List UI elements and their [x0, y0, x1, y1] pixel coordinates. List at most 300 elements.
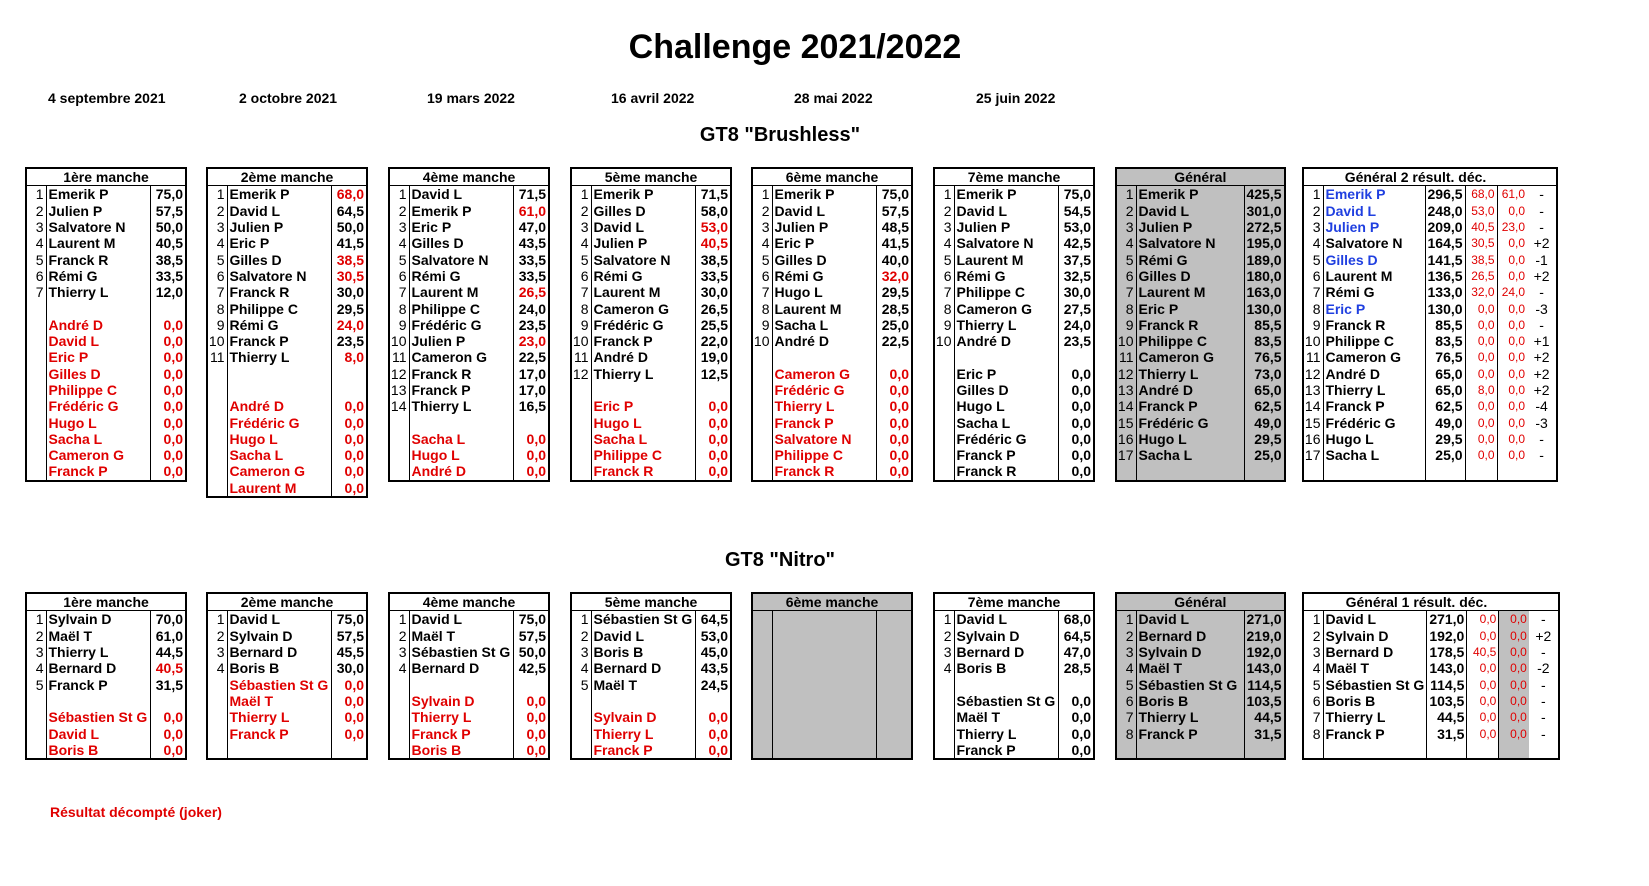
rank-cell: 13 [1303, 382, 1323, 398]
driver-name: Eric P [954, 366, 1058, 382]
driver-name: Sébastien St G [591, 611, 695, 628]
score-cell: 58,0 [695, 203, 731, 219]
score-cell: 65,0 [1244, 382, 1285, 398]
score-cell: 0,0 [150, 414, 186, 430]
driver-name: Sébastien St G [1323, 676, 1427, 692]
table-row [207, 480, 367, 497]
driver-name: Eric P [409, 219, 513, 235]
table-row [26, 366, 186, 382]
score-cell: 23,5 [331, 333, 367, 349]
dropped-result-2: 0,0 [1497, 447, 1527, 463]
table-header-title: 4ème manche [389, 168, 549, 186]
rank-change: - [1539, 316, 1544, 333]
score-cell: 0,0 [513, 709, 549, 725]
driver-name: Sylvain D [227, 628, 331, 644]
rank-cell [752, 611, 772, 628]
score-cell [876, 676, 912, 692]
rank-cell: 3 [389, 219, 409, 235]
rank-cell: 1 [571, 611, 591, 628]
score-cell: 73,0 [1244, 366, 1285, 382]
driver-name: David L [227, 203, 331, 219]
score-cell: 0,0 [150, 742, 186, 759]
score-cell: 0,0 [150, 366, 186, 382]
driver-name: Salvatore N [591, 251, 695, 267]
rank-change: - [1539, 447, 1544, 464]
driver-name: Bernard D [591, 660, 695, 676]
score-cell: 0,0 [695, 709, 731, 725]
score-cell: 0,0 [1058, 709, 1094, 725]
driver-name: Gilles D [591, 203, 695, 219]
driver-name: Laurent M [772, 300, 876, 316]
driver-name: Frédéric G [46, 398, 150, 414]
table-row [389, 268, 549, 284]
driver-name: Bernard D [46, 660, 150, 676]
driver-name [772, 742, 876, 759]
table-header [1116, 593, 1285, 611]
score-cell: 0,0 [150, 333, 186, 349]
driver-name [46, 693, 150, 709]
table-header [752, 593, 912, 611]
dropped-result-2: 0,0 [1499, 611, 1529, 628]
rank-cell: 2 [934, 628, 954, 644]
rank-cell: 7 [752, 284, 772, 300]
table-row [1303, 349, 1557, 365]
score-cell [695, 382, 731, 398]
score-cell: 0,0 [513, 742, 549, 759]
score-cell: 17,0 [513, 382, 549, 398]
score-cell: 44,5 [1244, 709, 1285, 725]
rank-cell [1116, 742, 1136, 759]
score-cell [1427, 742, 1467, 759]
score-cell: 0,0 [331, 463, 367, 479]
driver-name: Emerik P [1323, 186, 1425, 203]
score-cell: 26,5 [695, 300, 731, 316]
rank-cell: 12 [389, 366, 409, 382]
table-header [934, 168, 1094, 186]
score-cell: 83,5 [1425, 333, 1465, 349]
driver-name: Thierry L [409, 398, 513, 414]
rank-cell: 1 [934, 186, 954, 203]
rank-cell: 3 [934, 644, 954, 660]
score-cell: 38,5 [331, 251, 367, 267]
table-row [1303, 725, 1559, 741]
driver-name: Bernard D [1323, 644, 1427, 660]
score-cell: 28,5 [876, 300, 912, 316]
driver-name: Sacha L [954, 414, 1058, 430]
rank-cell: 3 [752, 219, 772, 235]
rank-change: - [1539, 284, 1544, 301]
driver-name: David L [1323, 611, 1427, 628]
driver-name: Emerik P [409, 203, 513, 219]
table-row [207, 644, 367, 660]
score-cell: 49,0 [1425, 414, 1465, 430]
rank-cell [207, 480, 227, 497]
table-row [26, 709, 186, 725]
score-cell: 44,5 [1427, 709, 1467, 725]
driver-name: Cameron G [227, 463, 331, 479]
driver-name: Maël T [954, 709, 1058, 725]
table-row [207, 725, 367, 741]
brushless-m6-table [751, 167, 913, 482]
score-cell: 0,0 [513, 431, 549, 447]
rank-cell [207, 463, 227, 479]
driver-name: Gilles D [1323, 251, 1425, 267]
rank-cell: 4 [571, 660, 591, 676]
score-cell: 47,0 [1058, 644, 1094, 660]
table-row [26, 235, 186, 251]
score-cell: 192,0 [1427, 628, 1467, 644]
rank-cell: 2 [571, 203, 591, 219]
driver-name: Frédéric G [954, 431, 1058, 447]
table-row [207, 414, 367, 430]
dropped-result-2: 0,0 [1499, 628, 1529, 644]
table-header [934, 593, 1094, 611]
driver-name: André D [954, 333, 1058, 349]
driver-name: Maël T [227, 693, 331, 709]
dropped-result-2: 0,0 [1497, 300, 1527, 316]
rank-cell: 5 [26, 251, 46, 267]
score-cell: 22,0 [695, 333, 731, 349]
dropped-result-1: 32,0 [1465, 284, 1497, 300]
driver-name: Julien P [591, 235, 695, 251]
table-row [26, 398, 186, 414]
rank-cell [752, 725, 772, 741]
table-row [207, 268, 367, 284]
rank-cell: 5 [1116, 676, 1136, 692]
rank-change: +2 [1533, 267, 1550, 284]
table-header [752, 168, 912, 186]
table-row [1116, 431, 1285, 447]
dropped-result-2: 0,0 [1499, 709, 1529, 725]
rank-cell: 6 [1116, 693, 1136, 709]
driver-name: André D [227, 398, 331, 414]
driver-name: Sacha L [46, 431, 150, 447]
table-row [752, 366, 912, 382]
rank-cell: 9 [571, 317, 591, 333]
rank-cell [752, 447, 772, 463]
driver-name: David L [1323, 203, 1425, 219]
table-row [207, 186, 367, 203]
table-header-title: 6ème manche [752, 593, 912, 611]
table-row [1303, 366, 1557, 382]
score-cell: 0,0 [695, 742, 731, 759]
rank-cell [571, 709, 591, 725]
driver-name: Hugo L [46, 414, 150, 430]
driver-name [954, 349, 1058, 365]
table-row [26, 219, 186, 235]
score-cell: 0,0 [150, 349, 186, 365]
score-cell: 65,0 [1425, 382, 1465, 398]
rank-cell [752, 382, 772, 398]
rank-cell: 3 [1116, 644, 1136, 660]
driver-name: Emerik P [227, 186, 331, 203]
score-cell: 62,5 [1244, 398, 1285, 414]
rank-cell: 2 [934, 203, 954, 219]
rank-cell [571, 725, 591, 741]
driver-name: Frédéric G [591, 317, 695, 333]
score-cell: 16,5 [513, 398, 549, 414]
score-cell: 40,5 [695, 235, 731, 251]
driver-name: Thierry L [409, 709, 513, 725]
rank-cell: 1 [207, 186, 227, 203]
score-cell: 0,0 [513, 725, 549, 741]
rank-cell: 5 [571, 251, 591, 267]
rank-cell [389, 463, 409, 480]
rank-cell: 9 [1303, 317, 1323, 333]
nitro-general2-table [1302, 592, 1560, 760]
score-cell: 0,0 [695, 447, 731, 463]
score-cell: 44,5 [150, 644, 186, 660]
driver-name: Cameron G [1323, 349, 1425, 365]
score-cell: 25,5 [695, 317, 731, 333]
table-row [389, 333, 549, 349]
driver-name: Thierry L [591, 725, 695, 741]
table-row [752, 186, 912, 203]
rank-cell: 4 [389, 660, 409, 676]
table-row [1116, 333, 1285, 349]
dropped-result-1: 0,0 [1467, 693, 1499, 709]
dropped-result-1: 0,0 [1465, 431, 1497, 447]
score-cell: 27,5 [1058, 300, 1094, 316]
score-cell: 30,5 [331, 268, 367, 284]
rank-cell: 9 [1116, 317, 1136, 333]
score-cell: 24,0 [331, 317, 367, 333]
score-cell: 8,0 [331, 349, 367, 365]
table-row [26, 414, 186, 430]
rank-cell: 9 [207, 317, 227, 333]
dropped-result-1: 0,0 [1467, 611, 1499, 628]
table-row [571, 251, 731, 267]
table-header [26, 168, 186, 186]
dropped-result-1: 0,0 [1465, 333, 1497, 349]
table-row [207, 447, 367, 463]
driver-name: Boris B [409, 742, 513, 759]
driver-name: Franck P [954, 742, 1058, 759]
dropped-result-2: 0,0 [1497, 203, 1527, 219]
table-row [752, 268, 912, 284]
table-row [26, 725, 186, 741]
score-cell: 50,0 [150, 219, 186, 235]
driver-name: Hugo L [772, 284, 876, 300]
table-row [1116, 317, 1285, 333]
rank-cell [752, 628, 772, 644]
rank-cell: 7 [1116, 709, 1136, 725]
table-row [571, 660, 731, 676]
rank-cell: 6 [389, 268, 409, 284]
score-cell: 61,0 [150, 628, 186, 644]
score-cell: 114,5 [1244, 676, 1285, 692]
driver-name: André D [46, 317, 150, 333]
score-cell: 23,0 [513, 333, 549, 349]
date-5: 28 mai 2022 [794, 90, 873, 106]
rank-cell: 3 [207, 219, 227, 235]
table-header-title: 7ème manche [934, 168, 1094, 186]
driver-name: Sébastien St G [1136, 676, 1244, 692]
rank-cell [752, 644, 772, 660]
driver-name: Laurent M [1136, 284, 1244, 300]
dropped-result-2: 0,0 [1499, 725, 1529, 741]
dropped-result-2: 0,0 [1497, 251, 1527, 267]
score-cell: 425,5 [1244, 186, 1285, 203]
dropped-result-1: 8,0 [1465, 382, 1497, 398]
driver-name: Bernard D [227, 644, 331, 660]
score-cell: 0,0 [331, 414, 367, 430]
rank-change: +2 [1533, 235, 1550, 252]
score-cell: 143,0 [1244, 660, 1285, 676]
driver-name: Franck P [46, 676, 150, 692]
score-cell: 0,0 [331, 725, 367, 741]
table-row [934, 725, 1094, 741]
table-row [571, 284, 731, 300]
score-cell: 50,0 [513, 644, 549, 660]
rank-cell [934, 742, 954, 759]
driver-name: Gilles D [1136, 268, 1244, 284]
score-cell [876, 628, 912, 644]
driver-name: Bernard D [1136, 628, 1244, 644]
dropped-result-2: 0,0 [1497, 235, 1527, 251]
score-cell: 61,0 [513, 203, 549, 219]
table-row [571, 742, 731, 759]
table-row [389, 742, 549, 759]
dropped-result-2 [1497, 463, 1527, 480]
driver-name [772, 644, 876, 660]
score-cell: 271,0 [1244, 611, 1285, 628]
table-row [26, 628, 186, 644]
score-cell: 30,0 [1058, 284, 1094, 300]
driver-name: André D [772, 333, 876, 349]
rank-change: +2 [1533, 349, 1550, 366]
rank-cell: 11 [1116, 349, 1136, 365]
score-cell: 17,0 [513, 366, 549, 382]
rank-change: - [1539, 430, 1544, 447]
rank-change: +2 [1533, 365, 1550, 382]
score-cell: 70,0 [150, 611, 186, 628]
rank-cell: 3 [1303, 219, 1323, 235]
table-row [26, 463, 186, 480]
driver-name: Hugo L [1136, 431, 1244, 447]
driver-name: David L [954, 203, 1058, 219]
nitro-m7-table [933, 592, 1095, 760]
score-cell: 271,0 [1427, 611, 1467, 628]
driver-name: David L [954, 611, 1058, 628]
score-cell [1058, 349, 1094, 365]
score-cell: 57,5 [331, 628, 367, 644]
driver-name: David L [591, 219, 695, 235]
rank-cell [207, 447, 227, 463]
driver-name: Thierry L [1323, 709, 1427, 725]
rank-cell: 4 [207, 660, 227, 676]
rank-cell: 1 [1116, 611, 1136, 628]
dropped-result-2: 0,0 [1499, 660, 1529, 676]
rank-cell: 4 [934, 660, 954, 676]
rank-cell [934, 463, 954, 480]
score-cell: 0,0 [1058, 414, 1094, 430]
rank-cell: 2 [1116, 203, 1136, 219]
driver-name: Hugo L [227, 431, 331, 447]
rank-cell: 4 [207, 235, 227, 251]
table-row [934, 268, 1094, 284]
score-cell: 0,0 [150, 431, 186, 447]
rank-cell: 7 [1303, 284, 1323, 300]
driver-name: Maël T [591, 676, 695, 692]
driver-name: Franck P [1136, 725, 1244, 741]
score-cell: 32,5 [1058, 268, 1094, 284]
table-row [934, 203, 1094, 219]
table-row [934, 251, 1094, 267]
table-row [1303, 742, 1559, 759]
rank-cell: 2 [207, 203, 227, 219]
table-row [207, 284, 367, 300]
rank-cell [1303, 463, 1323, 480]
driver-name: David L [591, 628, 695, 644]
rank-cell: 3 [207, 644, 227, 660]
score-cell: 41,5 [331, 235, 367, 251]
table-header-title: Général [1116, 593, 1285, 611]
dropped-result-2: 0,0 [1497, 317, 1527, 333]
score-cell: 0,0 [876, 463, 912, 480]
table-row [389, 414, 549, 430]
table-row [571, 268, 731, 284]
rank-cell [26, 414, 46, 430]
score-cell: 85,5 [1425, 317, 1465, 333]
rank-cell: 15 [1116, 414, 1136, 430]
rank-cell: 2 [571, 628, 591, 644]
driver-name: Salvatore N [772, 431, 876, 447]
rank-cell [571, 398, 591, 414]
driver-name: Thierry L [954, 317, 1058, 333]
driver-name: Julien P [954, 219, 1058, 235]
driver-name: David L [46, 333, 150, 349]
score-cell [876, 644, 912, 660]
score-cell: 163,0 [1244, 284, 1285, 300]
driver-name: Sébastien St G [227, 676, 331, 692]
score-cell: 0,0 [513, 447, 549, 463]
score-cell: 68,0 [331, 186, 367, 203]
table-row [1303, 284, 1557, 300]
table-row [1116, 628, 1285, 644]
rank-cell [207, 676, 227, 692]
rank-cell [571, 431, 591, 447]
score-cell: 0,0 [150, 709, 186, 725]
driver-name: Eric P [227, 235, 331, 251]
table-row [571, 628, 731, 644]
table-row [389, 660, 549, 676]
score-cell: 25,0 [876, 317, 912, 333]
driver-name: Franck R [46, 251, 150, 267]
score-cell: 38,5 [695, 251, 731, 267]
score-cell: 0,0 [876, 431, 912, 447]
table-row [1303, 414, 1557, 430]
table-row [571, 725, 731, 741]
rank-cell: 2 [26, 203, 46, 219]
dropped-result-1: 0,0 [1467, 725, 1499, 741]
driver-name: Rémi G [409, 268, 513, 284]
dropped-result-1: 40,5 [1467, 644, 1499, 660]
dropped-result-2: 0,0 [1497, 382, 1527, 398]
driver-name: Thierry L [1136, 709, 1244, 725]
table-row [1303, 628, 1559, 644]
score-cell: 0,0 [876, 414, 912, 430]
rank-cell: 10 [571, 333, 591, 349]
table-row [934, 235, 1094, 251]
driver-name [1136, 742, 1244, 759]
table-row [1116, 644, 1285, 660]
driver-name: Bernard D [954, 644, 1058, 660]
score-cell: 24,0 [513, 300, 549, 316]
table-row [752, 349, 912, 365]
dropped-result-1: 0,0 [1467, 660, 1499, 676]
score-cell: 53,0 [695, 628, 731, 644]
